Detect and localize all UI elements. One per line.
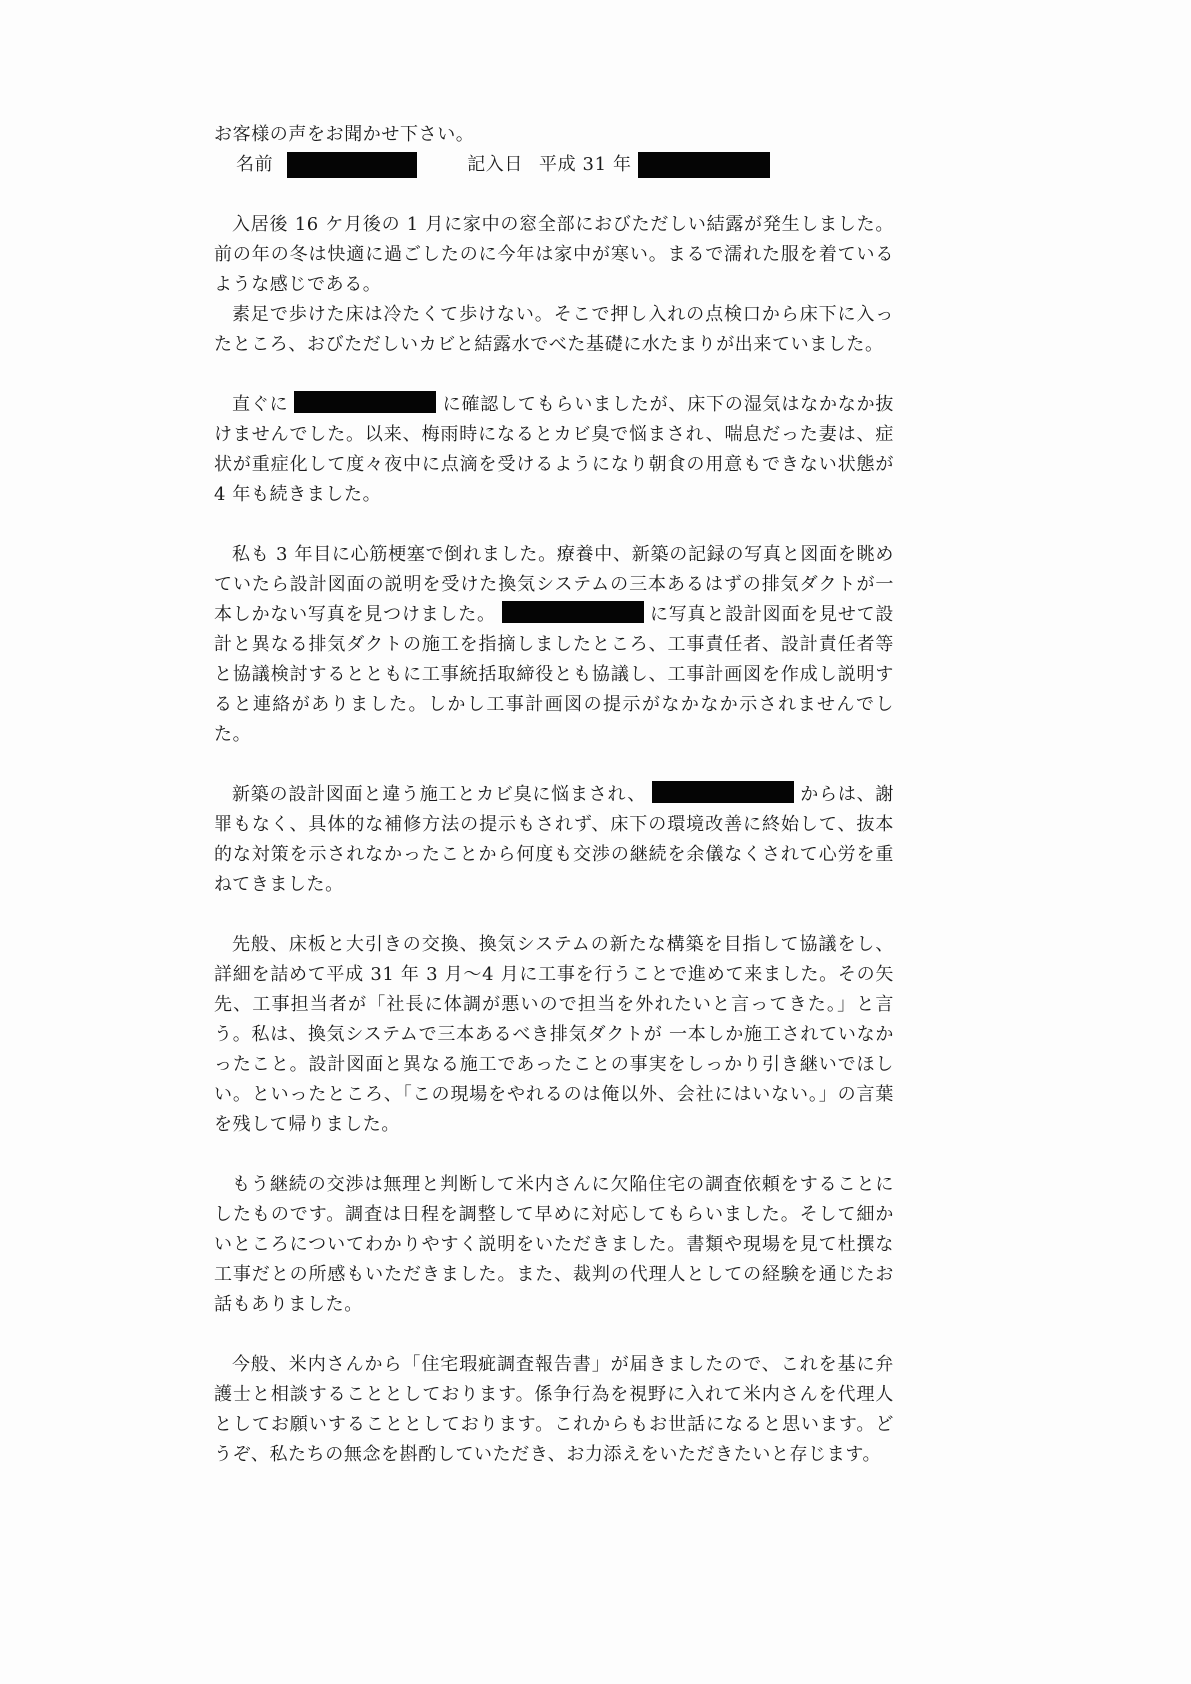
redacted-name [287,152,417,178]
name-label: 名前 [236,154,274,175]
paragraph-4 [214,540,894,750]
paragraph-5-start: 新築の設計図面と違う施工とカビ臭に悩まされ、 [232,784,647,805]
paragraph-2: 素足で歩けた床は冷たくて歩けない。そこで押し入れの点検口から床下に入ったところ、おびただしいカビと結露水でべた基礎に水たまりが出来ていました。 [214,304,894,355]
redacted-company [652,781,794,803]
document-body [214,120,894,1470]
form-meta-row [236,150,894,180]
spacer [214,360,894,390]
redacted-company [294,391,436,413]
redacted-date [638,152,770,178]
paragraph-6: 先般、床板と大引きの交換、換気システムの新たな構築を目指して協議をし、詳細を詰めて平成 31 年 3 月～4 月に工事を行うことで進めて来ました。その矢先、工事担当者が「社長に体調が悪いので担当を外れたいと言ってきた。」と言う。私は、換気システムで三本あるべき排気ダクトが 一本しか施工されていなかったこと。設計図面と異なる施工であったことの事実をしっかり引き継いでほしい。といったところ、「この現場をやれるのは俺以外、会社にはいない。」の言葉を残して帰りました。 [214,934,894,1135]
spacer [214,900,894,930]
paragraph-3-start: 直ぐに [232,394,289,415]
paragraph-3-rest: に確認してもらいましたが、床下の湿気はなかなか抜けませんでした。以来、梅雨時になるとカビ臭で悩まされ、喘息だった妻は、症状が重症化して度々夜中に点滴を受けるようになり朝食の用意もできない状態が 4 年も続きました。 [214,394,894,505]
paragraph-4-start: 私も 3 年目に心筋梗塞で倒れました。療養中、新築の記録の写真と図面を眺めていたら設計図面の説明を受けた換気システムの三本あるはずの排気ダクトが一本しかない写真を見つけました。 [214,544,894,625]
paragraph-7: もう継続の交渉は無理と判断して米内さんに欠陥住宅の調査依頼をすることにしたものです。調査は日程を調整して早めに対応してもらいました。そして細かいところについてわかりやすく説明をいただきました。書類や現場を見て杜撰な工事だとの所感もいただきました。また、裁判の代理人としての経験を通じたお話もありました。 [214,1174,894,1315]
date-label: 記入日 [467,154,524,175]
paragraph-8: 今般、米内さんから「住宅瑕疵調査報告書」が届きましたので、これを基に弁護士と相談することとしております。係争行為を視野に入れて米内さんを代理人としてお願いすることとしております。これからもお世話になると思います。どうぞ、私たちの無念を斟酌していただき、お力添えをいただきたいと存じます。 [214,1354,894,1465]
spacer [214,1140,894,1170]
spacer [214,180,894,210]
redacted-company [502,601,644,623]
spacer [214,510,894,540]
paragraph-3 [214,390,894,510]
paragraph-4-rest: に写真と設計図面を見せて設計と異なる排気ダクトの施工を指摘しましたところ、工事責任者、設計責任者等と協議検討するとともに工事統括取締役とも協議し、工事計画図を作成し説明すると連絡がありました。しかし工事計画図の提示がなかなか示されませんでした。 [214,604,894,745]
paragraph-5-rest: からは、謝罪もなく、具体的な補修方法の提示もされず、床下の環境改善に終始して、抜本的な対策を示されなかったことから何度も交渉の継続を余儀なくされて心労を重ねてきました。 [214,784,894,895]
spacer [214,750,894,780]
spacer [214,1320,894,1350]
paragraph-1: 入居後 16 ケ月後の 1 月に家中の窓全部におびただしい結露が発生しました。前の年の冬は快適に過ごしたのに今年は家中が寒い。まるで濡れた服を着ているような感じである。 [214,214,894,295]
form-heading: お客様の声をお聞かせ下さい。 [214,124,475,145]
paragraph-5 [214,780,894,900]
date-era: 平成 31 年 [539,154,632,175]
